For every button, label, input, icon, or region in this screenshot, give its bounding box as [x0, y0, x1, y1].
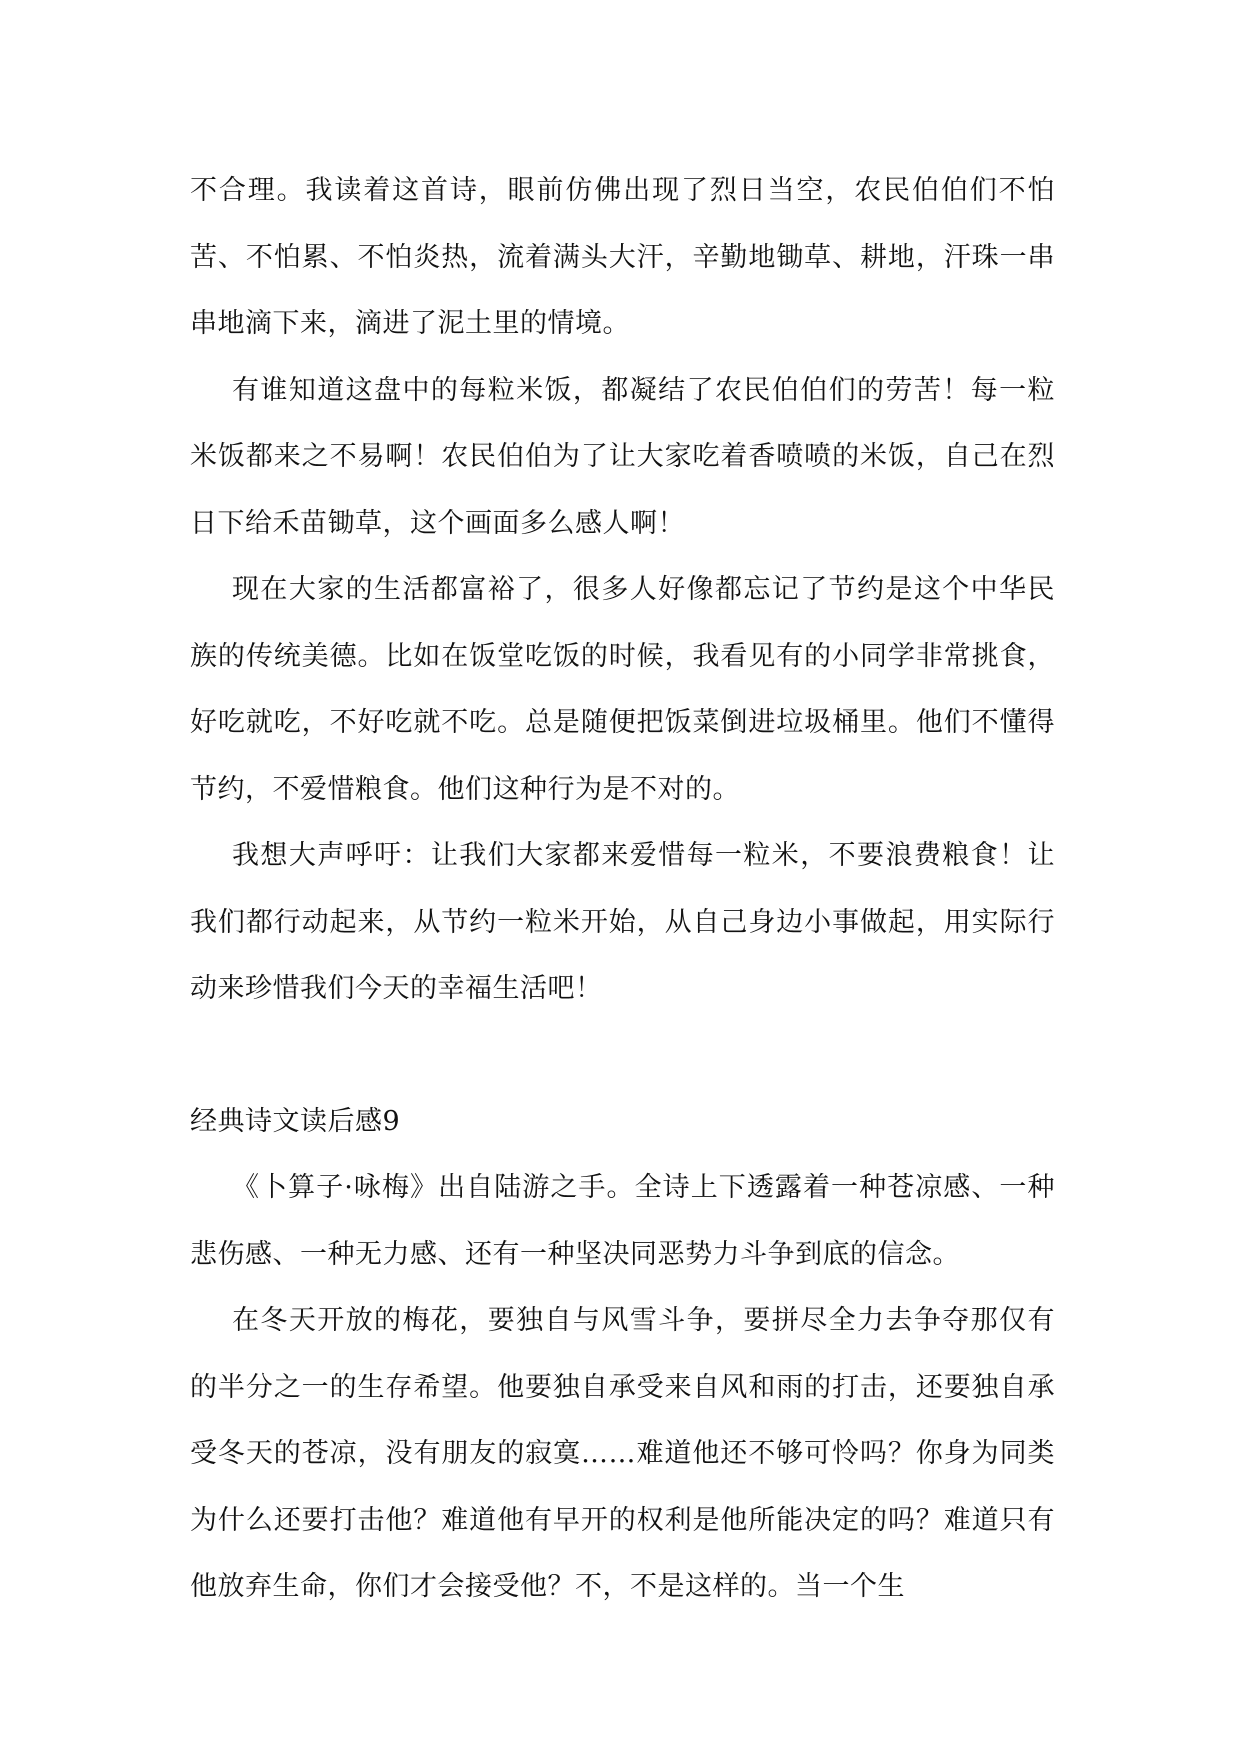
paragraph: 我想大声呼吁：让我们大家都来爱惜每一粒米，不要浪费粮食！让我们都行动起来，从节约一粒米开始，从自己身边小事做起，用实际行动来珍惜我们今天的幸福生活吧！	[190, 840, 1055, 1004]
paragraph-continued: 不合理。我读着这首诗，眼前仿佛出现了烈日当空，农民伯伯们不怕苦、不怕累、不怕炎热，流着满头大汗，辛勤地锄草、耕地，汗珠一串串地滴下来，滴进了泥土里的情境。	[190, 175, 1055, 339]
paragraph: 《卜算子·咏梅》出自陆游之手。全诗上下透露着一种苍凉感、一种悲伤感、一种无力感、还有一种坚决同恶势力斗争到底的信念。	[190, 1172, 1055, 1270]
paragraph: 在冬天开放的梅花，要独自与风雪斗争，要拼尽全力去争夺那仅有的半分之一的生存希望。他要独自承受来自风和雨的打击，还要独自承受冬天的苍凉，没有朋友的寂寞……难道他还不够可怜吗？你身为同类为什么还要打击他？难道他有早开的权利是他所能决定的吗？难道只有他放弃生命，你们才会接受他？不，不是这样的。当一个生	[190, 1305, 1055, 1602]
paragraph: 有谁知道这盘中的每粒米饭，都凝结了农民伯伯们的劳苦！每一粒米饭都来之不易啊！农民伯伯为了让大家吃着香喷喷的米饭，自己在烈日下给禾苗锄草，这个画面多么感人啊！	[190, 374, 1055, 539]
paragraph: 现在大家的生活都富裕了，很多人好像都忘记了节约是这个中华民族的传统美德。比如在饭堂吃饭的时候，我看见有的小同学非常挑食，好吃就吃，不好吃就不吃。总是随便把饭菜倒进垃圾桶里。他们不懂得节约，不爱惜粮食。他们这种行为是不对的。	[190, 574, 1055, 805]
document-body	[190, 158, 1055, 1621]
section-heading: 经典诗文读后感9	[190, 1105, 401, 1137]
